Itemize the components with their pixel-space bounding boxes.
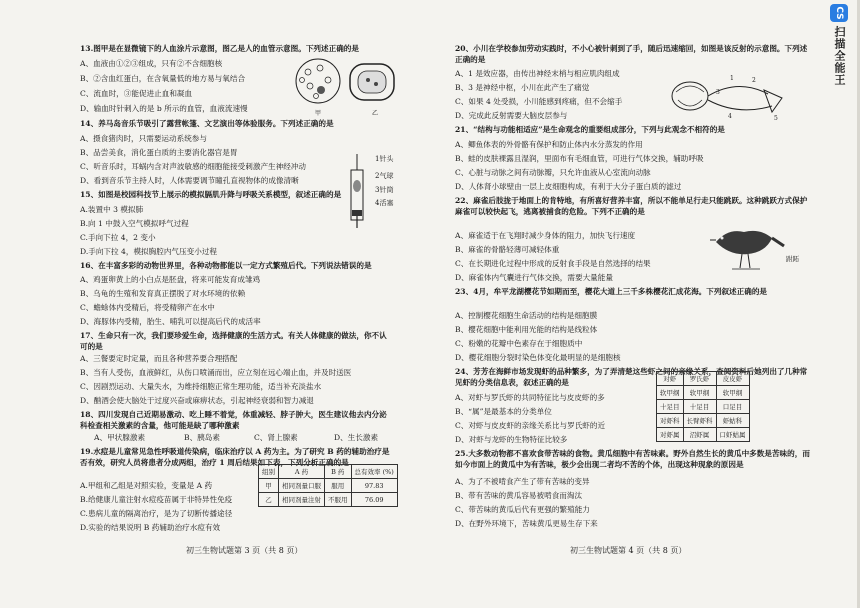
table-cell: 软甲纲 bbox=[716, 386, 749, 400]
q16-opt-b: B、乌龟的生殖和发育真正摆脱了对水环境的依赖 bbox=[80, 289, 246, 298]
brand-badge: CS bbox=[830, 4, 848, 22]
q22-opt-c: C、在长期进化过程中形成的反射食手段是自然选择的结果 bbox=[455, 259, 651, 268]
q13-opt-a: A、血液由①②③组成，只有②不含细胞核 bbox=[80, 59, 223, 68]
fig15-label-3: 3针筒 bbox=[375, 186, 394, 194]
q23-opt-a: A、控制樱花细胞生命活动的结构是细胞膜 bbox=[455, 311, 598, 320]
left-page-footer: 初三生物试题第 3 页（共 8 页） bbox=[186, 546, 303, 555]
table-cell: 甲 bbox=[259, 479, 279, 493]
table-cell: 对虾科 bbox=[657, 414, 684, 428]
q14-opt-b: B、品尝美食，消化蛋白质的主要消化器官是胃 bbox=[80, 148, 238, 157]
q24-opt-b: B、“属”是最基本的分类单位 bbox=[455, 407, 552, 416]
fig22-label: 跗跖 bbox=[786, 255, 799, 263]
q23-opt-d: D、樱花细胞分裂时染色体变化最明显的是细胞核 bbox=[455, 353, 621, 362]
q20-opt-b: B、3 是神经中枢，小川在此产生了痛觉 bbox=[455, 83, 590, 92]
q24-opt-a: A、对虾与罗氏虾的共同特征比与皮皮虾的多 bbox=[455, 393, 605, 402]
q20-stem: 20、小川在学校参加劳动实践时，不小心被针刺到了手，随后迅速缩回，如图是该反射的示意图。下列述正确的是 bbox=[455, 44, 808, 64]
q23-opt-b: B、樱花细胞中能利用光能的结构是线粒体 bbox=[455, 325, 598, 334]
q19-th-group: 组别 bbox=[259, 465, 279, 479]
table-cell: 乙 bbox=[259, 493, 279, 507]
q19-th-rate: 总有效率 (%) bbox=[351, 465, 397, 479]
table-cell: 76.09 bbox=[351, 493, 397, 507]
q17-opt-c: C、因剧烈运动、大量失水，为维持细胞正常生理功能，适当补充淡盐水 bbox=[80, 382, 322, 391]
q17-stem: 17、生命只有一次，我们要珍爱生命，选择健康的生活方式。有关人体健康的做法，你不认可的是 bbox=[80, 331, 387, 351]
table-cell: 对虾 bbox=[657, 372, 684, 386]
table-cell: 虾蛄科 bbox=[716, 414, 749, 428]
q13-opt-c: C、流血时，③能促进止血和凝血 bbox=[80, 89, 193, 98]
table-cell: 沼虾属 bbox=[683, 428, 716, 442]
svg-text:4: 4 bbox=[728, 113, 732, 120]
q20-opt-c: C、如果 4 处受损，小川能感到疼痛，但不会缩手 bbox=[455, 97, 623, 106]
q14-opt-d: D、看到音乐节主持人时，人体需要调节瞳孔直视物体的成像清晰 bbox=[80, 176, 299, 185]
q18-opt-b: B、胰岛素 bbox=[184, 433, 220, 442]
q25-opt-c: C、带苦味的黄瓜后代有更强的繁殖能力 bbox=[455, 505, 590, 514]
q21-stem: 21、“结构与功能相适应”是生命观念的重要组成部分，下列与此观念不相符的是 bbox=[455, 125, 725, 134]
q15-opt-d: D.手向下拉 4，模拟胸腔内气压变小过程 bbox=[80, 247, 217, 256]
q22-opt-d: D、麻雀体内气囊进行气体交换，需要大量能量 bbox=[455, 273, 613, 282]
table-row bbox=[657, 400, 750, 414]
right-page-footer: 初三生物试题第 4 页（共 8 页） bbox=[570, 546, 687, 555]
q21-opt-c: C、心脏与动脉之间有动脉瓣，只允许血液从心室流向动脉 bbox=[455, 168, 651, 177]
q22-opt-a: A、麻雀适于在飞翔时减少身体的阻力，加快飞行速度 bbox=[455, 231, 636, 240]
q13-opt-b: B、②含血红蛋白，在含氧量低的地方易与氧结合 bbox=[80, 74, 246, 83]
fig15-label-2: 2气球 bbox=[375, 172, 394, 180]
table-cell: 口足目 bbox=[716, 400, 749, 414]
brand-name: 扫描全能王 bbox=[833, 26, 846, 86]
table-row bbox=[657, 414, 750, 428]
table-cell: 长臂虾科 bbox=[683, 414, 716, 428]
q16-opt-d: D、海豚体内受精，胎生、哺乳可以提高后代的成活率 bbox=[80, 317, 261, 326]
table-cell: 不服用 bbox=[325, 493, 352, 507]
q16-opt-c: C、蟾蜍体内受精后，将受精卵产在水中 bbox=[80, 303, 215, 312]
q18-opt-c: C、肾上腺素 bbox=[254, 433, 298, 442]
q20-opt-d: D、完成此反射需要大脑皮层参与 bbox=[455, 111, 568, 120]
q21-opt-b: B、蛙的皮肤裸露且湿润，里面布有毛细血管，可进行气体交换，辅助呼吸 bbox=[455, 154, 704, 163]
table-cell: 十足目 bbox=[683, 400, 716, 414]
svg-text:1: 1 bbox=[730, 75, 734, 82]
brand-watermark bbox=[826, 4, 852, 114]
q17-opt-b: B、当有人受伤，血液鲜红，从伤口喷涌而出，应立刻在远心端止血，并及时送医 bbox=[80, 368, 352, 377]
q14-opt-a: A、摄食猪肉时，只需要运动系统参与 bbox=[80, 134, 207, 143]
table-cell: 对虾属 bbox=[657, 428, 684, 442]
table-cell: 口虾蛄属 bbox=[716, 428, 749, 442]
svg-text:3: 3 bbox=[716, 89, 720, 96]
q23-stem: 23、4月，牟平龙湖樱花节如期而至，樱花大道上三千多株樱花汇成花海。下列叙述正确的是 bbox=[455, 287, 768, 296]
q15-stem: 15、如图是校园科技节上展示的模拟膈肌升降与呼吸关系模型，叙述正确的是 bbox=[80, 190, 342, 199]
table-cell: 软甲纲 bbox=[683, 386, 716, 400]
table-cell: 97.83 bbox=[351, 479, 397, 493]
q14-opt-c: C、听音乐时，耳蜗内含对声波敏感的细胞能接受刺激产生神经冲动 bbox=[80, 162, 307, 171]
fig15-syringe-model bbox=[345, 152, 375, 232]
table-row bbox=[259, 493, 398, 507]
table-cell: 相同剂量注射 bbox=[279, 493, 325, 507]
q16-stem: 16、在丰富多彩的动物世界里，各种动物都能以一定方式繁殖后代。下列说法错误的是 bbox=[80, 261, 372, 270]
fig13-label-a: 甲 bbox=[315, 110, 322, 117]
q23-opt-c: C、粉嫩的花瓣中色素存在于细胞质中 bbox=[455, 339, 583, 348]
q19-table bbox=[258, 464, 398, 507]
q15-opt-a: A.装置中 3 模拟肺 bbox=[80, 205, 144, 214]
q19-th-b: B 药 bbox=[325, 465, 352, 479]
q25-stem: 25.大多数动物都不喜欢食带苦味的食物。黄瓜细胞中有苦味素。野外自然生长的黄瓜中多数是苦味的，而如今市面上的黄瓜中为有苦味，极少会出现二者均不苦的个体，出现这种现象的原因是 bbox=[455, 449, 810, 469]
q17-opt-a: A、三餐要定时定量，而且各种营养要合理搭配 bbox=[80, 354, 238, 363]
q19-opt-d: D.实验的结果说明 B 药辅助治疗水痘有效 bbox=[80, 523, 221, 532]
table-cell: 皮皮虾 bbox=[716, 372, 749, 386]
svg-text:2: 2 bbox=[752, 77, 756, 84]
fig15-label-1: 1针头 bbox=[375, 155, 394, 163]
table-cell: 十足目 bbox=[657, 400, 684, 414]
q18-opt-a: A、甲状腺激素 bbox=[94, 433, 146, 442]
q25-opt-b: B、带有苦味的黄瓜容易被啃食而淘汰 bbox=[455, 491, 583, 500]
q13-stem: 13.图甲是在显微镜下的人血涂片示意图，图乙是人的血管示意图。下列述正确的是 bbox=[80, 44, 359, 53]
q19-opt-a: A.甲组和乙组是对照实验，变量是 A 药 bbox=[80, 481, 213, 490]
q21-opt-d: D、人体肾小球壁由一层上皮细胞构成，有利于大分子蛋白质的滤过 bbox=[455, 182, 682, 191]
table-row bbox=[657, 428, 750, 442]
q14-stem: 14、养马岛音乐节吸引了露营帐篷、文艺演出等体验服务。下列述正确的是 bbox=[80, 119, 334, 128]
fig13-blood-diagram bbox=[288, 56, 400, 116]
q20-opt-a: A、1 是效应器，由传出神经末梢与相应肌肉组成 bbox=[455, 69, 620, 78]
fig13-label-b: 乙 bbox=[372, 110, 379, 117]
table-cell: 相同剂量口服 bbox=[279, 479, 325, 493]
table-row bbox=[657, 372, 750, 386]
q24-table bbox=[656, 371, 750, 442]
q25-opt-a: A、为了不被啃食产生了带有苦味的变异 bbox=[455, 477, 590, 486]
table-cell: 罗氏虾 bbox=[683, 372, 716, 386]
q22-opt-b: B、麻雀的骨骼轻薄可减轻体重 bbox=[455, 245, 560, 254]
q17-opt-d: D、酗酒会使大脑处于过度兴奋或麻痹状态，引起神经衰弱和智力减退 bbox=[80, 396, 314, 405]
q18-stem: 18、四川发现自己近期易激动、吃上睡不着觉，体重减轻、脖子肿大，医生建议他去内分泌科检查相关激素的含量，他可能是缺了哪种激素 bbox=[80, 410, 387, 430]
fig22-sparrow-image bbox=[708, 222, 786, 274]
table-row bbox=[657, 386, 750, 400]
q16-opt-a: A、鸡蛋卵黄上的小白点是胚盘，将来可能发育成雏鸡 bbox=[80, 275, 261, 284]
table-row bbox=[259, 479, 398, 493]
q24-opt-c: C、对虾与皮皮虾的亲缘关系比与罗氏虾的近 bbox=[455, 421, 606, 430]
q15-opt-b: B.向 1 中鼓入空气模拟呼气过程 bbox=[80, 219, 189, 228]
q19-stem: 19.水痘是儿童常见急性呼吸道传染病，临床治疗以 A 药为主。为了研究 B 药的辅助治疗是否有效，研究人员将患者分成两组，治疗 1 周后结果如下表，下列分析正确的是 bbox=[80, 447, 390, 467]
q19-opt-c: C.患病儿童的隔离治疗，是为了切断传播途径 bbox=[80, 509, 233, 518]
q21-opt-a: A、鲫鱼体表的外骨骼有保护和防止体内水分蒸发的作用 bbox=[455, 140, 643, 149]
q15-opt-c: C.手向下拉 4，2 变小 bbox=[80, 233, 156, 242]
q25-opt-d: D、在野外环境下，苦味黄瓜更易生存下来 bbox=[455, 519, 598, 528]
q22-stem: 22、麻雀后肢拢于地面上的肯特地，有所喜好营养丰富，所以不能单足行走只能跳跃。这种跳跃方式保护麻雀可以较快起飞，逃离被捕食的危险。下列不正确的是 bbox=[455, 196, 808, 216]
q24-stem: 24、芳芳在海鲜市场发现虾的品种繁多，为了弄清楚这些虾之间的亲缘关系，查阅资料后她列出了几种常见虾的分类信息表，叙述正确的是 bbox=[455, 367, 808, 387]
table-cell: 服用 bbox=[325, 479, 352, 493]
q19-opt-b: B.给健康儿童注射水痘疫苗属于非特异性免疫 bbox=[80, 495, 233, 504]
q13-opt-d: D、输血时针刺入的是 b 所示的血管，血液流速慢 bbox=[80, 104, 248, 113]
svg-text:5: 5 bbox=[774, 115, 778, 122]
table-cell: 软甲纲 bbox=[657, 386, 684, 400]
fig15-label-4: 4活塞 bbox=[375, 199, 394, 207]
q19-table-header bbox=[259, 465, 398, 479]
fig20-reflex-arc bbox=[668, 72, 788, 124]
q24-opt-d: D、对虾与龙虾的生物特征比较多 bbox=[455, 435, 568, 444]
q19-th-a: A 药 bbox=[279, 465, 325, 479]
q18-opt-d: D、生长激素 bbox=[334, 433, 379, 442]
